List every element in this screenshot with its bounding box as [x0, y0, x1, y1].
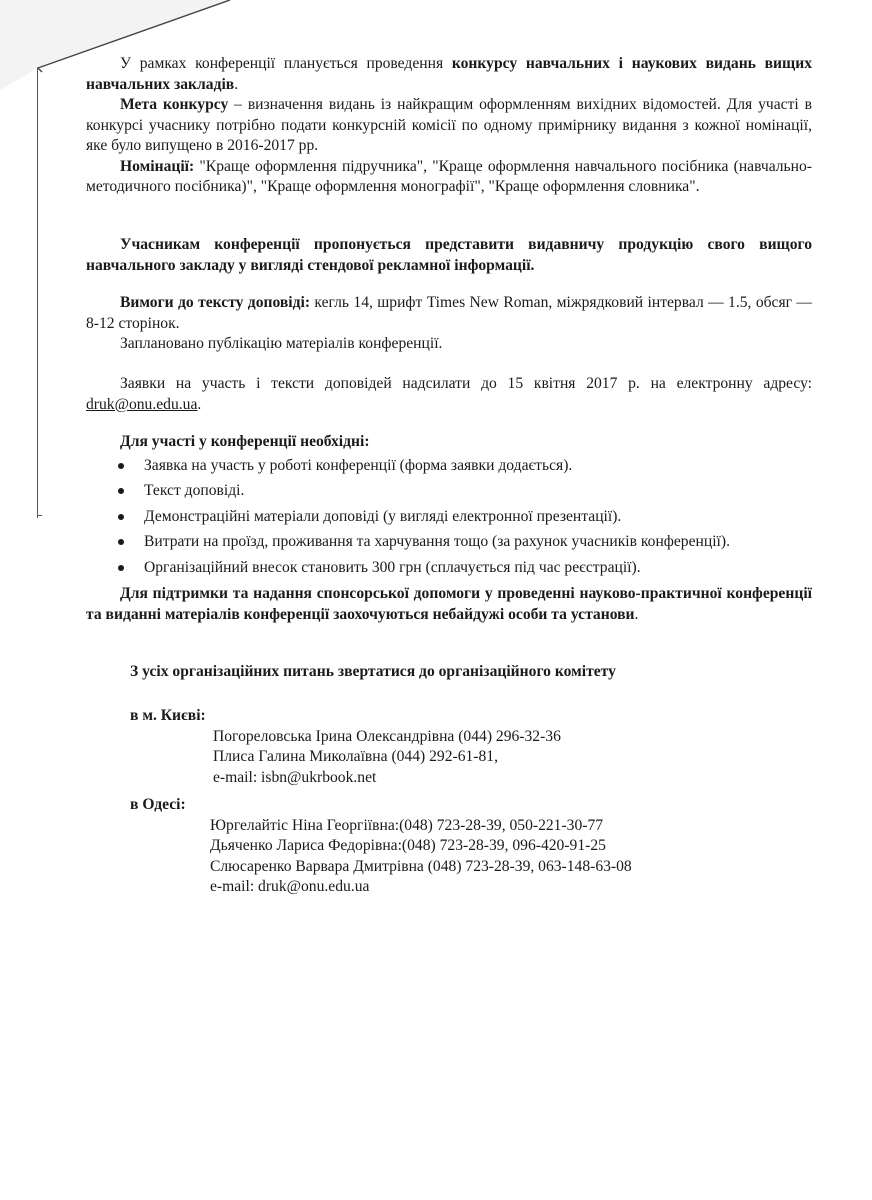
- odesa-contact-3: Слюсаренко Варвара Дмитрівна (048) 723-28-39, 063-148-63-08: [210, 857, 632, 875]
- nominations-label: Номінації:: [120, 157, 195, 175]
- goal-label: Мета конкурсу: [120, 96, 229, 113]
- scan-edge-tick: [37, 515, 42, 516]
- contacts-heading: З усіх організаційних питань звертатися до організаційного комітету: [130, 663, 616, 680]
- submission-email-link[interactable]: druk@onu.edu.ua: [86, 395, 198, 413]
- odesa-label: в Одесі:: [130, 796, 186, 813]
- kyiv-contact-1: Погореловська Ірина Олександрівна (044) 296-32-36: [213, 727, 561, 745]
- requirements-section: [86, 293, 812, 355]
- goal-text: – визначення видань із найкращим оформленням вихідних відомостей. Для участі в конкурсі учаснику потрібно подати конкурсній комісії по одному примірнику видання з кожної номінації, яке було випущено в 2016-2017 рр.: [86, 96, 812, 154]
- intro-end: .: [234, 75, 239, 93]
- needed-section: [86, 432, 812, 583]
- list-item: [86, 456, 812, 477]
- odesa-email[interactable]: e-mail: druk@onu.edu.ua: [210, 878, 370, 895]
- needed-heading: [86, 432, 812, 453]
- submission-end: .: [197, 395, 202, 413]
- list-item: [86, 481, 812, 502]
- kyiv-email[interactable]: e-mail: isbn@ukrbook.net: [213, 768, 377, 786]
- requirements-label: Вимоги до тексту доповіді:: [120, 294, 311, 311]
- list-item-text: Витрати на проїзд, проживання та харчування тощо (за рахунок учасників конференції).: [144, 533, 730, 550]
- kyiv-label: в м. Києві:: [130, 707, 206, 724]
- bullet-icon: [118, 565, 124, 571]
- needed-list: [86, 456, 812, 579]
- odesa-contacts: [130, 795, 632, 898]
- competition-goal: [86, 95, 812, 157]
- intro-text: У рамках конференції планується проведення: [120, 55, 452, 72]
- list-item-text: Заявка на участь у роботі конференції (форма заявки додається).: [144, 456, 573, 474]
- bullet-icon: [118, 539, 124, 545]
- scan-edge-left: [37, 68, 38, 518]
- sponsors-text: Для підтримки та надання спонсорської допомоги у проведенні науково-практичної конференції та виданні матеріалів конференції заохочуються небайдужі особи та установи: [86, 585, 812, 623]
- stand-offer-text: Учасникам конференції пропонується представити видавничу продукцію свого вищого навчального закладу у вигляді стендової рекламної інформації.: [86, 236, 812, 274]
- publication-note: Заплановано публікацію матеріалів конференції.: [120, 335, 443, 352]
- list-item-text: Текст доповіді.: [144, 482, 245, 499]
- bullet-icon: [118, 488, 124, 494]
- kyiv-contact-2: Плиса Галина Миколаївна (044) 292-61-81,: [213, 748, 498, 765]
- needed-heading-text: Для участі у конференції необхідні:: [120, 433, 370, 450]
- bullet-icon: [118, 463, 124, 469]
- competition-section: [86, 54, 812, 198]
- sponsors: [86, 584, 812, 625]
- sponsors-section: [86, 584, 812, 625]
- list-item: [86, 558, 812, 579]
- kyiv-contacts: [130, 706, 561, 788]
- requirements: [86, 293, 812, 334]
- requirements-text: кегль 14, шрифт Times New Roman, міжрядковий інтервал — 1.5, обсяг — 8-12 сторінок.: [86, 294, 813, 332]
- sponsors-end: .: [634, 605, 639, 623]
- bullet-icon: [118, 514, 124, 520]
- intro-bold: конкурсу навчальних і наукових видань вищих навчальних закладів: [86, 55, 812, 93]
- submission-text: Заявки на участь і тексти доповідей надсилати до 15 квітня 2017 р. на електронну адресу:: [120, 375, 812, 392]
- stand-offer-section: [86, 235, 812, 276]
- stand-offer: [86, 235, 812, 276]
- competition-nominations: [86, 157, 812, 198]
- submission-section: [86, 374, 812, 415]
- odesa-contact-1: Юргелайтіс Ніна Георгіївна:(048) 723-28-39, 050-221-30-77: [210, 816, 604, 834]
- submission: [86, 374, 812, 415]
- nominations-text: "Краще оформлення підручника", "Краще оформлення навчального посібника (навчально-методичного посібника)", "Краще оформлення монографії", "Краще оформлення словника".: [86, 157, 812, 195]
- odesa-contact-2: Дьяченко Лариса Федорівна:(048) 723-28-39, 096-420-91-25: [210, 837, 606, 854]
- list-item: [86, 532, 812, 553]
- list-item: [86, 507, 812, 528]
- list-item-text: Демонстраційні матеріали доповіді (у вигляді електронної презентації).: [144, 507, 622, 525]
- list-item-text: Організаційний внесок становить 300 грн (сплачується під час реєстрації).: [144, 558, 641, 576]
- competition-intro: [86, 54, 812, 95]
- contacts-heading-block: [130, 662, 616, 683]
